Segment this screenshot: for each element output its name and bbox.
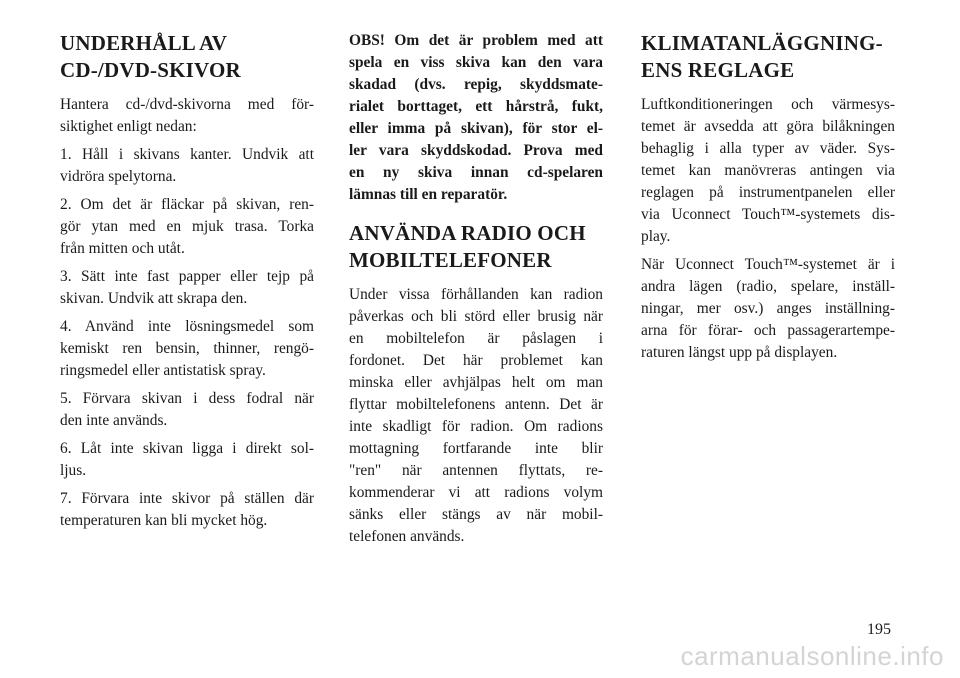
text-line: ler vara skyddskodad. Prova med (349, 142, 603, 159)
text-line: 4. Använd inte lösningsmedel som (60, 318, 314, 335)
paragraph (60, 488, 314, 532)
text-line: från mitten och utåt. (60, 240, 185, 257)
text-line: 2. Om det är fläckar på skivan, ren- (60, 196, 314, 213)
text-line: 3. Sätt inte fast papper eller tejp på (60, 268, 314, 285)
paragraph (349, 284, 603, 548)
text-line: en mobiltelefon är påslagen i (349, 330, 603, 347)
text-line: 6. Låt inte skivan ligga i direkt sol- (60, 440, 314, 457)
text-line: lämnas till en reparatör. (349, 186, 508, 203)
heading-line: UNDERHÅLL AV (60, 31, 228, 55)
text-line: arna för förar- och passagerartempe- (641, 322, 895, 339)
text-line: 1. Håll i skivans kanter. Undvik att (60, 146, 314, 163)
text-line: OBS! Om det är problem med att (349, 32, 603, 49)
heading-line: ANVÄNDA RADIO OCH (349, 221, 586, 245)
text-line: När Uconnect Touch™-systemet är i (641, 256, 895, 273)
paragraph-list (60, 94, 314, 532)
text-line: 7. Förvara inte skivor på ställen där (60, 490, 314, 507)
text-line: skivan. Undvik att skrapa den. (60, 290, 248, 307)
text-line: mottagning fortfarande inte blir (349, 440, 603, 457)
paragraph (641, 254, 895, 364)
paragraph-list (641, 94, 895, 364)
text-line: play. (641, 228, 671, 245)
text-line: temperaturen kan bli mycket hög. (60, 512, 268, 529)
heading-line: MOBILTELEFONER (349, 248, 552, 272)
text-line: "ren" när antennen flyttats, re- (349, 462, 603, 479)
text-line: ljus. (60, 462, 87, 479)
paragraph (60, 144, 314, 188)
heading-line: CD-/DVD-SKIVOR (60, 58, 241, 82)
text-line: raturen längst upp på displayen. (641, 344, 838, 361)
text-line: telefonen används. (349, 528, 465, 545)
text-line: påverkas och bli störd eller brusig när (349, 308, 603, 325)
heading-line: KLIMATANLÄGGNING- (641, 31, 883, 55)
paragraph (60, 316, 314, 382)
text-line: eller imma på skivan), för stor el- (349, 120, 603, 137)
text-line: flyttar mobiltelefonens antenn. Det är (349, 396, 603, 413)
text-line: reglagen på instrumentpanelen eller (641, 184, 895, 201)
heading-line: ENS REGLAGE (641, 58, 795, 82)
paragraph (60, 266, 314, 310)
text-line: andra lägen (radio, spelare, inställ- (641, 278, 895, 295)
text-line: Luftkonditioneringen och värmesys- (641, 96, 895, 113)
text-line: Under vissa förhållanden kan radion (349, 286, 603, 303)
text-line: temet är avsedda att göra bilåkningen (641, 118, 895, 135)
text-line: siktighet enligt nedan: (60, 118, 197, 135)
paragraph (60, 94, 314, 138)
text-line: minska eller avhjälpas helt om man (349, 374, 603, 391)
paragraph (641, 94, 895, 248)
section-heading-disc-care (60, 30, 314, 84)
section-heading-radio-phones (349, 220, 603, 274)
text-line: spela en viss skiva kan den vara (349, 54, 603, 71)
column-left (60, 30, 314, 538)
paragraph (60, 438, 314, 482)
warning-note (349, 30, 603, 206)
text-line: 5. Förvara skivan i dess fodral när (60, 390, 314, 407)
text-line: sänks eller stängs av när mobil- (349, 506, 603, 523)
text-line: skadad (dvs. repig, skyddsmate- (349, 76, 603, 93)
text-line: kommenderar vi att radions volym (349, 484, 603, 501)
text-line: fordonet. Det här problemet kan (349, 352, 603, 369)
text-line: Hantera cd-/dvd-skivorna med för- (60, 96, 314, 113)
paragraph (60, 194, 314, 260)
text-line: vidröra spelytorna. (60, 168, 177, 185)
text-line: rialet borttaget, ett hårstrå, fukt, (349, 98, 603, 115)
text-line: en ny skiva innan cd-spelaren (349, 164, 603, 181)
text-line: kemiskt ren bensin, thinner, rengö- (60, 340, 314, 357)
section-heading-climate-controls (641, 30, 895, 84)
column-middle (349, 30, 603, 554)
text-line: ringsmedel eller antistatisk spray. (60, 362, 266, 379)
column-right (641, 30, 895, 370)
text-line: ningar, mer osv.) anges inställning- (641, 300, 895, 317)
text-line: behaglig i alla typer av väder. Sys- (641, 140, 895, 157)
text-line: via Uconnect Touch™-systemets dis- (641, 206, 895, 223)
text-line: inte skadligt för radion. Om radions (349, 418, 603, 435)
text-line: temet kan manövreras antingen via (641, 162, 895, 179)
paragraph (60, 388, 314, 432)
text-line: den inte används. (60, 412, 168, 429)
watermark: carmanualsonline.info (680, 641, 944, 671)
text-line: gör ytan med en mjuk trasa. Torka (60, 218, 314, 235)
page-number: 195 (867, 621, 891, 638)
